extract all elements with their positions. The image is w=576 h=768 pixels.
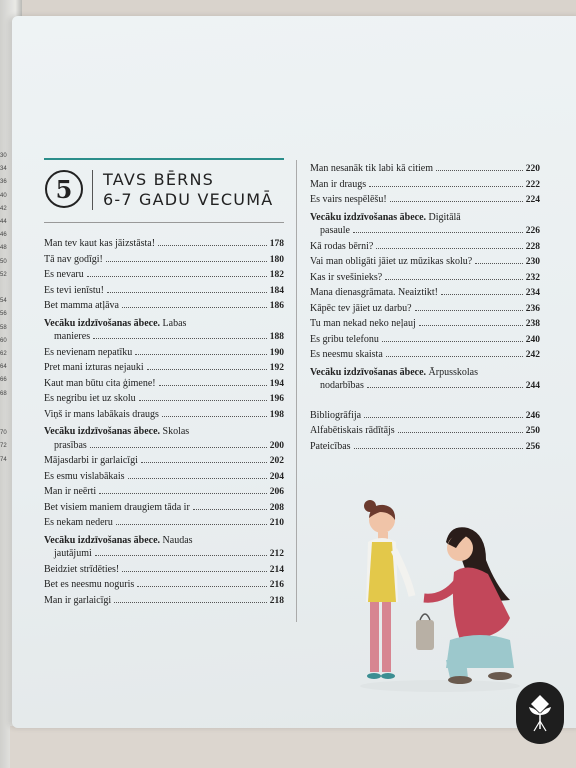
toc-leader-dots — [139, 393, 267, 401]
toc-page-number: 192 — [269, 363, 284, 373]
toc-leader-dots — [369, 179, 523, 187]
toc-entry-title: Vecāku izdzīvošanas ābece. — [44, 534, 161, 546]
table-surface — [10, 726, 576, 768]
toc-page-number: 242 — [525, 350, 540, 360]
toc-entry[interactable] — [310, 441, 540, 457]
left-page-number: 64 — [0, 364, 7, 371]
toc-entry-title: Man nesanāk tik labi kā citiem — [310, 163, 434, 174]
chapter-title-line1: TAVS BĒRNS — [103, 170, 214, 189]
left-page-number: 36 — [0, 179, 7, 186]
toc-page-number: 226 — [525, 226, 540, 236]
left-page-number: 62 — [0, 351, 7, 358]
toc-entry-line — [310, 210, 540, 226]
toc-entry[interactable] — [44, 564, 284, 580]
toc-leader-dots — [382, 334, 523, 342]
left-page-number: 46 — [0, 232, 7, 239]
toc-entry[interactable] — [310, 425, 540, 441]
toc-leader-dots — [137, 579, 266, 587]
toc-entry[interactable] — [44, 595, 284, 611]
diamond-leaf-logo-icon — [525, 693, 555, 733]
toc-right-column — [310, 163, 540, 456]
toc-leader-dots — [193, 502, 267, 510]
toc-entry-title: Man ir garlaicīgi — [44, 594, 112, 606]
toc-leader-dots — [87, 269, 267, 277]
left-page-number — [0, 414, 10, 427]
toc-entry-title-cont: nodarbības — [320, 380, 364, 391]
left-page-number: 40 — [0, 192, 7, 199]
toc-entry-title: Es nevaru — [44, 269, 84, 280]
toc-leader-dots — [475, 256, 523, 264]
left-page-number: 34 — [0, 166, 7, 173]
toc-leader-dots — [128, 471, 267, 479]
toc-entry[interactable] — [310, 163, 540, 179]
left-page-number: 58 — [0, 324, 7, 331]
toc-entry-title: Bet es neesmu noguris — [44, 579, 135, 590]
toc-page-number: 220 — [525, 164, 540, 174]
toc-entry[interactable] — [44, 285, 284, 301]
mother-child-illustration — [350, 490, 540, 700]
toc-page-number: 250 — [525, 426, 540, 436]
left-page-number: 52 — [0, 271, 7, 278]
toc-entry-title: Tā nav godīgi! — [44, 253, 103, 265]
toc-leader-dots — [141, 455, 267, 463]
toc-page-number: 222 — [525, 179, 540, 190]
toc-entry[interactable] — [44, 502, 284, 518]
toc-entry-title: Bet mamma atļāva — [44, 300, 119, 311]
toc-entry-line — [44, 440, 284, 456]
toc-entry[interactable] — [44, 393, 284, 409]
toc-entry-title: Man tev kaut kas jāizstāsta! — [44, 238, 156, 249]
toc-entry-title-cont: manieres — [54, 331, 91, 342]
toc-entry-title-rest: Labas — [162, 317, 187, 329]
toc-entry[interactable] — [310, 318, 540, 334]
toc-page-number: 246 — [525, 410, 540, 421]
toc-entry[interactable] — [44, 254, 284, 270]
toc-entry[interactable] — [44, 362, 284, 378]
toc-entry-title-rest: Ārpusskolas — [428, 366, 478, 378]
toc-entry[interactable] — [44, 238, 284, 254]
toc-leader-dots — [390, 194, 523, 202]
toc-entry-title-rest: Skolas — [162, 426, 190, 437]
toc-leader-dots — [415, 303, 523, 311]
toc-left-column — [44, 238, 284, 610]
toc-entry-title: Bibliogrāfija — [310, 409, 362, 421]
chapter-number-badge — [45, 170, 83, 208]
toc-page-number: 202 — [269, 456, 284, 466]
left-page-number: 70 — [0, 430, 7, 437]
column-divider — [296, 160, 297, 622]
toc-entry[interactable] — [310, 256, 540, 272]
toc-leader-dots — [159, 378, 267, 386]
toc-entry[interactable] — [310, 287, 540, 303]
toc-leader-dots — [107, 285, 267, 293]
toc-page-number: 206 — [269, 487, 284, 497]
girl-figure — [364, 500, 412, 679]
toc-entry[interactable] — [310, 241, 540, 257]
toc-entry-line — [44, 316, 284, 332]
toc-leader-dots — [353, 225, 523, 233]
toc-leader-dots — [122, 564, 266, 572]
toc-page-number: 218 — [269, 595, 284, 606]
toc-entry-title: Vai man obligāti jāiet uz mūzikas skolu? — [310, 256, 473, 267]
toc-entry-title: Es esmu vislabākais — [44, 470, 125, 482]
toc-entry-title-cont: prasības — [54, 439, 87, 451]
toc-entry[interactable] — [44, 300, 284, 316]
accent-rule — [44, 158, 284, 160]
toc-page-number: 230 — [525, 257, 540, 267]
toc-leader-dots — [419, 318, 523, 326]
toc-entry[interactable] — [310, 210, 540, 241]
toc-entry-title: Man ir neērti — [44, 486, 97, 497]
chapter-divider — [92, 170, 93, 210]
toc-entry[interactable] — [310, 349, 540, 365]
toc-entry[interactable] — [310, 272, 540, 288]
toc-leader-dots — [106, 254, 267, 262]
left-page-number: 44 — [0, 219, 7, 226]
toc-entry-title: Es tevi ienīstu! — [44, 284, 104, 296]
toc-entry-title: Kāpēc tev jāiet uz darbu? — [310, 302, 412, 314]
toc-entry-title: Beidziet strīdēties! — [44, 563, 120, 575]
toc-entry[interactable] — [310, 334, 540, 350]
toc-entry-title: Viņš ir mans labākais draugs — [44, 408, 159, 420]
toc-entry-title: Mājasdarbi ir garlaicīgi — [44, 455, 138, 466]
toc-entry[interactable] — [44, 455, 284, 471]
toc-leader-dots — [116, 517, 267, 525]
toc-page-number: 256 — [525, 441, 540, 452]
toc-entry-title-cont: pasaule — [320, 225, 350, 236]
left-page-number: 74 — [0, 456, 7, 463]
toc-leader-dots — [135, 347, 266, 355]
toc-leader-dots — [158, 238, 267, 246]
toc-entry-line — [310, 225, 540, 241]
toc-entry-title: Pateicības — [310, 440, 351, 452]
toc-page-number: 208 — [269, 502, 284, 513]
toc-leader-dots — [95, 548, 267, 556]
left-page-numbers — [0, 150, 10, 467]
left-page-number — [0, 401, 10, 414]
toc-page-number: 244 — [525, 381, 540, 391]
toc-page-number: 228 — [525, 241, 540, 252]
left-page-number: 68 — [0, 390, 7, 397]
toc-leader-dots — [99, 486, 267, 494]
toc-entry-title: Mana dienasgrāmata. Neaiztikt! — [310, 287, 438, 298]
toc-page-number: 186 — [269, 301, 284, 311]
toc-entry[interactable] — [44, 316, 284, 347]
toc-leader-dots — [114, 595, 267, 603]
toc-entry[interactable] — [310, 410, 540, 426]
toc-entry-title: Kaut man būtu cita ģimene! — [44, 377, 156, 389]
toc-entry[interactable] — [44, 409, 284, 425]
toc-entry-title: Vecāku izdzīvošanas ābece. — [310, 211, 427, 223]
toc-leader-dots — [367, 380, 523, 388]
left-page-number: 30 — [0, 153, 7, 159]
toc-leader-dots — [441, 287, 523, 295]
toc-entry-title: Es gribu telefonu — [310, 333, 379, 345]
toc-leader-dots — [93, 331, 267, 339]
toc-leader-dots — [122, 300, 267, 308]
toc-page-number: 182 — [269, 270, 284, 280]
toc-page-number: 200 — [269, 440, 284, 451]
toc-page-number: 224 — [525, 195, 540, 205]
header-rule — [44, 222, 284, 223]
toc-entry-title: Vecāku izdzīvošanas ābece. — [44, 426, 161, 437]
toc-page-number: 232 — [525, 272, 540, 283]
toc-entry-title: Alfabētiskais rādītājs — [310, 425, 395, 436]
toc-entry[interactable] — [310, 179, 540, 195]
toc-page-number: 214 — [269, 564, 284, 575]
toc-entry-title: Bet visiem maniem draugiem tāda ir — [44, 501, 190, 513]
toc-entry[interactable] — [44, 347, 284, 363]
toc-page-number: 238 — [525, 319, 540, 329]
toc-entry-title-rest: Digitālā — [428, 211, 461, 223]
toc-entry-title-cont: jautājumi — [54, 548, 92, 559]
left-page-number: 42 — [0, 205, 7, 212]
toc-entry-title: Es negribu iet uz skolu — [44, 393, 136, 404]
toc-entry-title: Kā rodas bērni? — [310, 240, 374, 252]
left-page-number: 54 — [0, 298, 7, 305]
toc-page-number: 204 — [269, 471, 284, 482]
toc-page-number: 188 — [269, 332, 284, 342]
chapter-title — [103, 170, 273, 210]
toc-leader-dots — [386, 349, 523, 357]
toc-entry[interactable] — [44, 517, 284, 533]
toc-entry[interactable] — [44, 471, 284, 487]
toc-entry-line — [44, 548, 284, 564]
publisher-logo — [516, 682, 564, 744]
toc-entry[interactable] — [44, 486, 284, 502]
toc-entry-line — [310, 365, 540, 381]
toc-entry-title: Es nekam nederu — [44, 517, 113, 528]
toc-leader-dots — [436, 163, 523, 171]
toc-entry-title: Es vairs nespēlēšu! — [310, 194, 387, 205]
toc-page-number: 240 — [525, 334, 540, 345]
toc-leader-dots — [90, 440, 267, 448]
toc-entry-title: Vecāku izdzīvošanas ābece. — [44, 317, 161, 329]
left-page-number: 66 — [0, 377, 7, 384]
chapter-title-line2: 6-7 GADU VECUMĀ — [103, 190, 274, 209]
toc-spacer — [310, 396, 540, 410]
left-page-number: 56 — [0, 311, 7, 318]
left-page-number: 60 — [0, 337, 7, 344]
toc-leader-dots — [385, 272, 523, 280]
toc-page-number: 178 — [269, 239, 284, 249]
toc-entry-title: Es neesmu skaista — [310, 349, 383, 360]
toc-entry-line — [44, 331, 284, 347]
toc-page-number: 234 — [525, 288, 540, 298]
left-page-number: 48 — [0, 245, 7, 252]
toc-leader-dots — [354, 441, 523, 449]
toc-entry[interactable] — [44, 378, 284, 394]
toc-entry-title: Kas ir svešinieks? — [310, 271, 383, 283]
toc-entry[interactable] — [44, 269, 284, 285]
toc-entry[interactable] — [44, 424, 284, 455]
toc-entry-title-rest: Naudas — [162, 534, 193, 546]
toc-page-number: 210 — [269, 518, 284, 528]
toc-entry[interactable] — [44, 579, 284, 595]
toc-entry-title: Es nevienam nepatīku — [44, 346, 133, 358]
toc-page-number: 184 — [269, 285, 284, 296]
toc-entry-title: Pret mani izturas nejauki — [44, 362, 144, 373]
toc-entry-title: Vecāku izdzīvošanas ābece. — [310, 366, 427, 378]
chapter-number: 5 — [55, 174, 73, 204]
toc-leader-dots — [398, 425, 523, 433]
toc-entry-line — [44, 424, 284, 440]
toc-entry[interactable] — [44, 533, 284, 564]
toc-page-number: 190 — [269, 347, 284, 358]
toc-page-number: 198 — [269, 409, 284, 420]
toc-page-number: 194 — [269, 378, 284, 389]
toc-page-number: 216 — [269, 580, 284, 590]
toc-entry[interactable] — [310, 365, 540, 396]
toc-leader-dots — [376, 241, 522, 249]
toc-entry-title: Man ir draugs — [310, 178, 367, 190]
toc-entry[interactable] — [310, 303, 540, 319]
toc-page-number: 196 — [269, 394, 284, 404]
toc-leader-dots — [364, 410, 523, 418]
left-page-number: 50 — [0, 258, 7, 265]
toc-leader-dots — [162, 409, 267, 417]
toc-entry[interactable] — [310, 194, 540, 210]
toc-entry-title: Tu man nekad neko neļauj — [310, 318, 416, 329]
toc-page-number: 236 — [525, 303, 540, 314]
left-page-number — [0, 282, 10, 295]
left-page-number: 72 — [0, 443, 7, 450]
toc-entry-line — [310, 380, 540, 396]
toc-entry-line — [44, 533, 284, 549]
toc-page-number: 212 — [269, 549, 284, 559]
mother-figure — [424, 527, 514, 684]
toc-page-number: 180 — [269, 254, 284, 265]
toc-leader-dots — [147, 362, 267, 370]
